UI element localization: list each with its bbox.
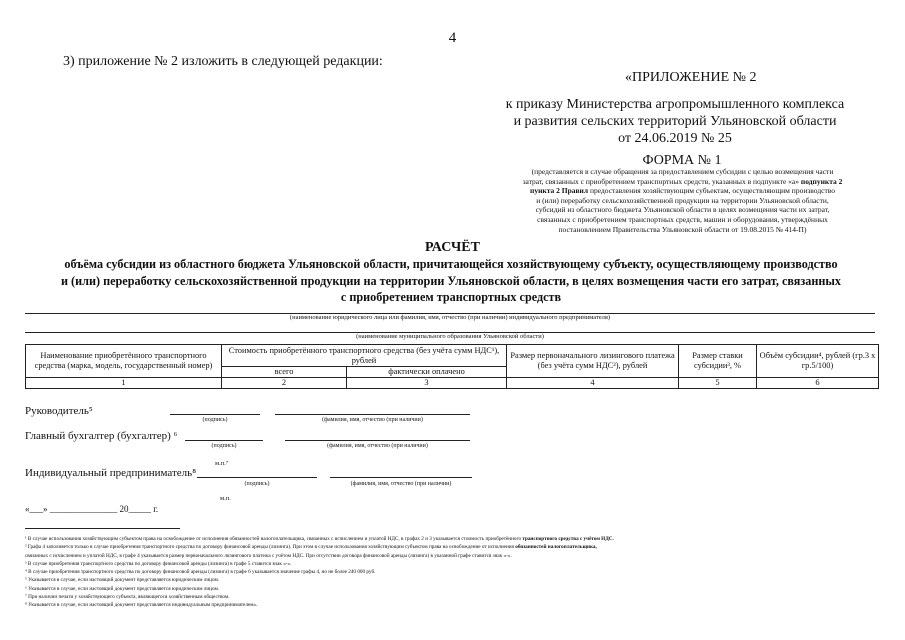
decree-line-2: и развития сельских территорий Ульяновской области: [513, 114, 837, 129]
col-header-leasing: Размер первоначального лизингового платежа (без учёта сумм НДС²), рублей: [507, 345, 679, 378]
table-cell: 6: [757, 378, 879, 389]
form-note-line: субсидий из областного бюджета Ульяновской области в целях возмещения части их затрат,: [535, 205, 830, 215]
footnote-5: ⁵ Указывается в случае, если настоящий документ представляется юридическим лицом.: [25, 577, 220, 584]
footnote-separator: [25, 528, 180, 529]
form-note-line: постановлением Правительства Ульяновской области от 19.08.2015 № 414-П): [558, 224, 807, 234]
form-note-line: затрат, связанных с приобретением транспортных средств, указанных в подпункте «а» подпункта 2: [522, 176, 843, 186]
col-sub-paid: фактически оплачено: [347, 367, 507, 378]
footnote-2: ² Графа 4 заполняется только в случае приобретения транспортного средства по договору финансовой аренды (лизинга). При этом в случае использования хозяйствующим субъектом права на освобождение от исполнения обязанностей налогоплательщика,: [25, 544, 597, 551]
document-title: РАСЧЁТ: [425, 240, 480, 255]
name-caption: (фамилия, имя, отчество (при наличии): [327, 443, 428, 449]
entrepreneur-signature-line[interactable]: [197, 477, 317, 478]
table-cell: 3: [347, 378, 507, 389]
accountant-label: Главный бухгалтер (бухгалтер) ⁶: [25, 430, 178, 442]
date-line[interactable]: «___» _______________ 20_____ г.: [25, 504, 159, 514]
entity-name-caption: (наименование юридического лица или фамилия, имя, отчество (при наличии) индивидуального предпринимателя): [289, 314, 611, 321]
name-caption: (фамилия, имя, отчество (при наличии): [350, 481, 452, 487]
form-note: [500, 167, 865, 234]
head-name-line[interactable]: [275, 414, 470, 415]
footnote-6: ⁶ Указывается в случае, если настоящий документ представляется юридическим лицом.: [25, 585, 220, 592]
table-cell: 1: [26, 378, 222, 389]
signature-caption: (подпись): [202, 417, 228, 423]
footnote-2-cont: связанных с исчислением и уплатой НДС, в графе 4 указывается размер первоначального лизингового платежа с учётом НДС. При отсутствии договора финансовой аренды (лизинга) в указанной графе ставится знак «-».: [25, 552, 512, 559]
col-header-rate: Размер ставки субсидии³, %: [679, 345, 757, 378]
head-signature-line[interactable]: [170, 414, 260, 415]
stamp-mark: м.п.⁷: [215, 460, 229, 467]
accountant-signature-line[interactable]: [185, 440, 263, 441]
decree-reference: [490, 96, 860, 147]
head-label: Руководитель⁵: [25, 405, 93, 417]
entrepreneur-name-line[interactable]: [330, 477, 472, 478]
page-number: 4: [448, 30, 457, 46]
footnotes: [25, 535, 885, 610]
form-note-line: пункта 2 Правил предоставления хозяйствующим субъектам, осуществляющим производство: [530, 186, 835, 196]
decree-line-3: от 24.06.2019 № 25: [618, 131, 732, 146]
calculation-table: [25, 344, 879, 389]
table-cell: 5: [679, 378, 757, 389]
form-note-line: и (или) переработку сельскохозяйственной продукции на территории Ульяновской области,: [536, 195, 829, 205]
decree-line-1: к приказу Министерства агропромышленного комплекса: [505, 97, 845, 112]
footnote-4: ⁴ В случае приобретения транспортного средства по договору финансовой аренды (лизинга) в графе 6 указывается значение графы 4, но не более 240 000 руб.: [25, 569, 376, 576]
entrepreneur-label: Индивидуальный предприниматель⁸: [25, 467, 197, 479]
stamp-mark: м.п.: [220, 495, 231, 502]
col-header-subsidy: Объём субсидии⁴, рублей (гр.3 х гр.5/100): [757, 345, 879, 378]
signature-caption: (подпись): [244, 481, 270, 487]
col-header-cost: Стоимость приобретённого транспортного средства (без учёта сумм НДС¹), рублей: [222, 345, 507, 367]
appendix-title: «ПРИЛОЖЕНИЕ № 2: [625, 70, 757, 85]
table-number-row: [26, 378, 879, 389]
table-cell: 2: [222, 378, 347, 389]
col-header-vehicle: Наименование приобретённого транспортного средства (марка, модель, государственный номер): [26, 345, 222, 378]
footnote-3: ³ В случае приобретения транспортного средства по договору финансовой аренды (лизинга) в графе 5 ставится знак «-».: [25, 560, 292, 567]
table-cell: 4: [507, 378, 679, 389]
municipality-caption: (наименование муниципального образования Ульяновской области): [356, 333, 544, 340]
intro-text: 3) приложение № 2 изложить в следующей редакции:: [63, 54, 383, 69]
footnote-8: ⁸ Указывается в случае, если настоящий документ представляется индивидуальным предпринимателем».: [25, 602, 258, 609]
name-caption: (фамилия, имя, отчество (при наличии): [322, 417, 423, 423]
form-note-line: связанных с приобретением транспортных средств, машин и оборудования, утверждённых: [537, 214, 828, 224]
col-sub-total: всего: [222, 367, 347, 378]
form-note-line: (представляется в случае обращения за предоставлением субсидии с целью возмещения части: [531, 167, 834, 176]
footnote-7: ⁷ При наличии печати у хозяйствующего субъекта, являющегося хозяйственным обществом.: [25, 594, 230, 601]
footnote-1: ¹ В случае использования хозяйствующим субъектом права на освобождение от исполнения обязанностей налогоплательщика, связанных с исчислением и уплатой НДС, в графах 2 и 3 указывается стоимость приобретённого транспортного средства с учётом НДС.: [25, 536, 614, 542]
signature-caption: (подпись): [211, 443, 237, 449]
document-subtitle: объёма субсидии из областного бюджета Ульяновской области, причитающейся хозяйствующему субъекту, осуществляющему производство и (или) переработку сельскохозяйственной продукции на территории Ульяновской области, в целях возмещения части его затрат, связанных с приобретением транспортных средств: [60, 257, 842, 304]
accountant-name-line[interactable]: [285, 440, 470, 441]
form-title: ФОРМА № 1: [642, 153, 722, 168]
